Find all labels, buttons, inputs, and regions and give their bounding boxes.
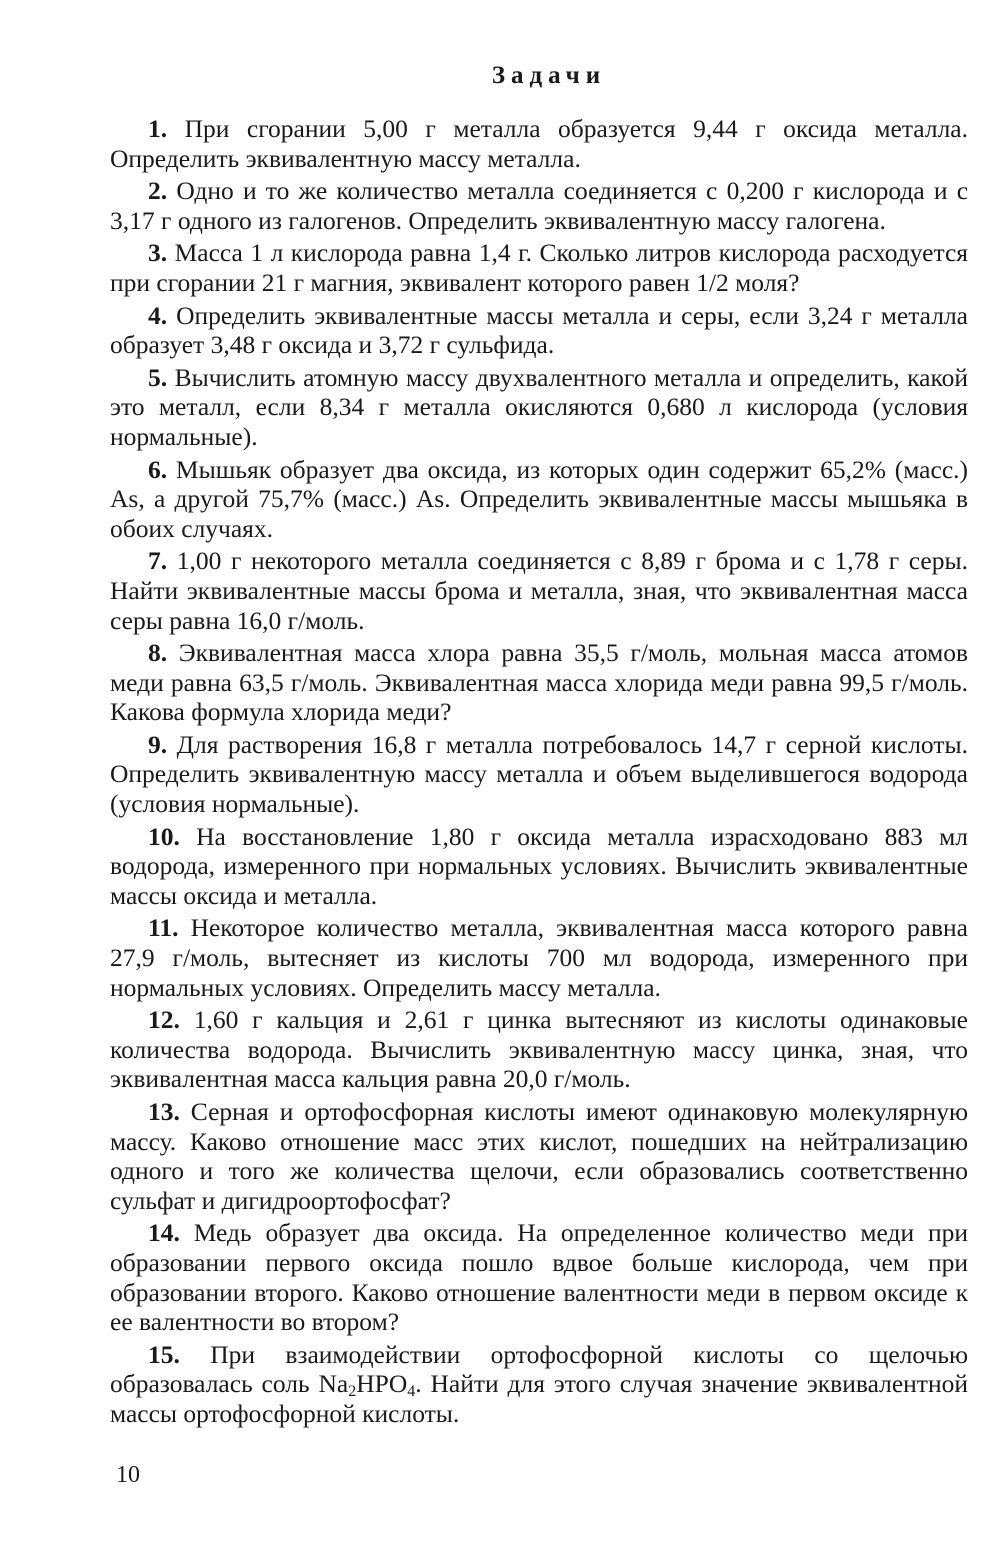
problem-text: 1,60 г кальция и 2,61 г цинка вытесняют из кислоты одинаковые количества водорода. Вычислить эквивалентную массу цинка, зная, что эквивалентная масса кальция равна 20,0 г/моль. [110,1005,968,1094]
problem-number: 1. [148,114,168,143]
problem-text: Мышьяк образует два оксида, из которых один содержит 65,2% (масс.) As, а другой 75,7% (масс.) As. Определить эквивалентные массы мышьяка в обоих случаях. [110,454,969,543]
problem-number: 6. [148,454,168,484]
chemical-formula: $Na_2HPO_4$ [318,1369,416,1401]
problem-text: Одно и то же количество металла соединяется с 0,200 г кислорода и с 3,17 г одного из галогенов. Определить эквивалентную массу галогена. [110,176,969,235]
page-number: 10 [116,1462,140,1488]
problem-number: 9. [148,729,168,759]
problem-item [110,238,968,297]
problem-text: Серная и ортофосфорная кислоты имеют одинаковую молекулярную массу. Каково отношение масс этих кислот, пошедших на нейтрализацию одного и того же количества щелочи, если образовались соответственно сульфат и дигидроортофосфат? [110,1097,969,1215]
problem-item [110,546,968,635]
problem-item [110,114,968,173]
problem-text: При взаимодействии ортофосфорной кислоты со щелочью образовалась соль [110,1339,969,1399]
problem-item [110,638,968,727]
problem-text: При сгорании 5,00 г металла образуется 9,44 г оксида металла. Определить эквивалентную массу металла. [110,114,968,173]
problem-number: 7. [148,546,168,576]
problem-number: 13. [148,1097,180,1126]
problem-number: 10. [148,821,180,851]
problem-number: 3. [148,238,168,268]
problem-item-15 [110,1340,968,1429]
problem-text: На восстановление 1,80 г оксида металла израсходовано 883 мл водорода, измеренного при нормальных условиях. Вычислить эквивалентные массы оксида и металла. [110,821,968,910]
problem-number: 15. [148,1339,180,1369]
problem-item [110,455,968,544]
problem-number: 11. [148,913,179,943]
problem-list [110,114,968,1429]
problem-number: 2. [148,176,168,206]
problem-text: Масса 1 л кислорода равна 1,4 г. Сколько литров кислорода расходуется при сгорании 21 г магния, эквивалент которого равен 1/2 моля? [110,238,968,297]
problem-item [110,730,968,819]
problem-text: Вычислить атомную массу двухвалентного металла и определить, какой это металл, если 8,34 г металла окисляются 0,680 л кислорода (условия нормальные). [110,362,968,451]
problem-item [110,1005,968,1094]
problem-text: Некоторое количество металла, эквивалентная масса которого равна 27,9 г/моль, вытесняет из кислоты 700 мл водорода, измеренного при нормальных условиях. Определить массу металла. [110,913,969,1002]
problem-text: Определить эквивалентные массы металла и серы, если 3,24 г металла образует 3,48 г оксида и 3,72 г сульфида. [110,300,968,360]
problem-item [110,363,968,452]
problem-number: 8. [148,638,168,668]
problem-item [110,176,968,235]
page-content [110,62,968,1432]
problem-item [110,301,968,360]
problem-item [110,913,968,1002]
problem-item [110,1097,968,1215]
problem-number: 4. [148,300,168,330]
problem-number: 14. [148,1218,180,1248]
problem-text: Эквивалентная масса хлора равна 35,5 г/моль, мольная масса атомов меди равна 63,5 г/моль. Эквивалентная масса хлорида меди равна 99,5 г/моль. Какова формула хлорида меди? [110,638,968,727]
section-title: Задачи [491,62,607,89]
problem-text: Медь образует два оксида. На определенное количество меди при образовании первого оксида пошло вдвое больше кислорода, чем при образовании второго. Каково отношение валентности меди в первом оксиде к ее валентности во втором? [110,1218,969,1337]
problem-text: 1,00 г некоторого металла соединяется с 8,89 г брома и с 1,78 г серы. Найти эквивалентные массы брома и металла, зная, что эквивалентная масса серы равна 16,0 г/моль. [110,546,969,635]
problem-text-end: . Найти для этого случая значение эквивалентной массы ортофосфорной кислоты. [110,1369,968,1428]
problem-item [110,1218,968,1336]
problem-item [110,822,968,911]
problem-number: 12. [148,1005,180,1035]
problem-text: Для растворения 16,8 г металла потребовалось 14,7 г серной кислоты. Определить эквивалентную массу металла и объем выделившегося водорода (условия нормальные). [110,729,968,819]
problem-number: 5. [148,362,168,392]
